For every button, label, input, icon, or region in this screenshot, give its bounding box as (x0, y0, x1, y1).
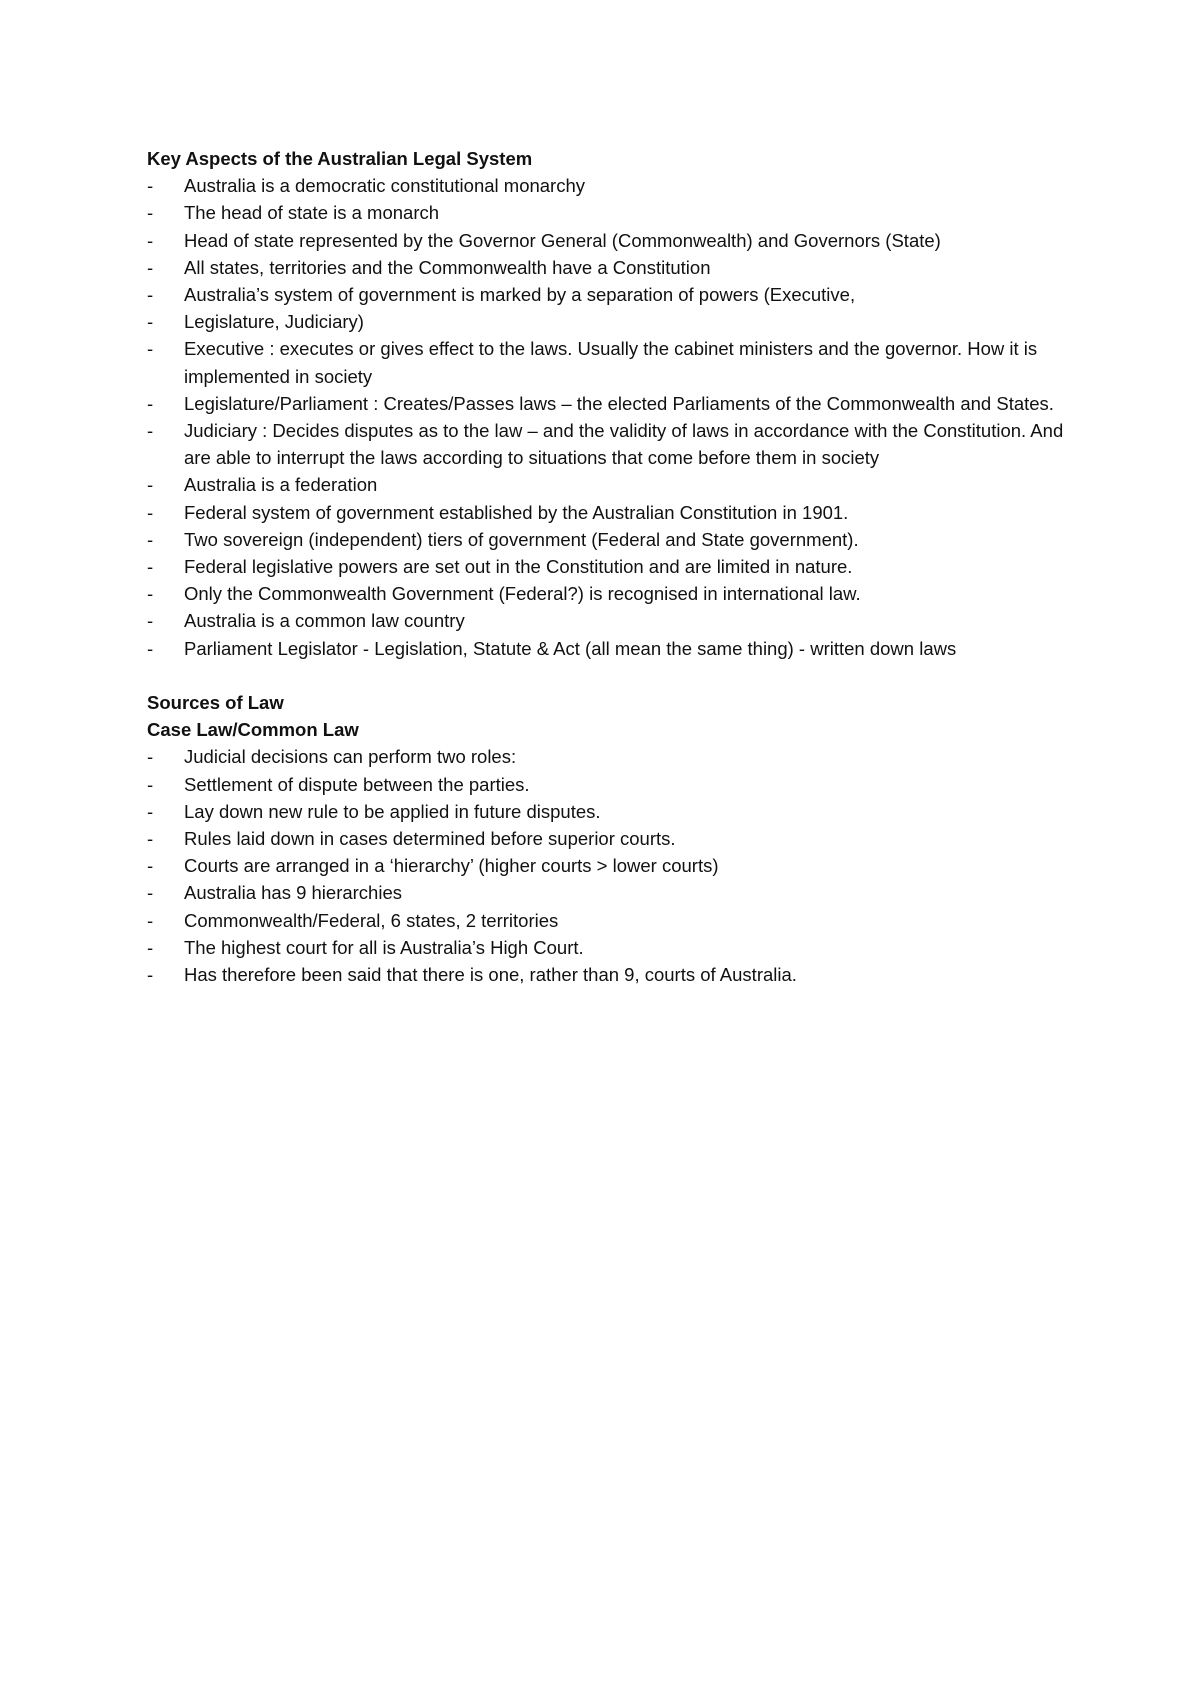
list-item (147, 199, 1087, 226)
section-heading-key-aspects: Key Aspects of the Australian Legal System (147, 148, 533, 169)
list-item-text: Has therefore been said that there is one, rather than 9, courts of Australia. (184, 964, 797, 986)
list-item (147, 580, 1087, 607)
list-item-text: Courts are arranged in a ‘hierarchy’ (higher courts > lower courts) (184, 855, 719, 877)
list-item-text: Settlement of dispute between the parties. (184, 773, 530, 795)
subheading-case-law: Case Law/Common Law (147, 719, 359, 741)
dash-bullet: - (147, 338, 154, 360)
dash-bullet: - (147, 420, 154, 442)
list-item (147, 934, 1087, 961)
list-item (147, 471, 1087, 498)
list-item (147, 607, 1087, 634)
list-item (147, 635, 1087, 662)
dash-bullet: - (147, 528, 154, 550)
section-spacer (147, 662, 1087, 689)
dash-bullet: - (147, 284, 154, 305)
list-item (147, 227, 1087, 254)
key-aspects-list (147, 172, 1087, 662)
list-item (147, 553, 1087, 580)
list-item-text: Commonwealth/Federal, 6 states, 2 territories (184, 909, 559, 931)
dash-bullet: - (147, 610, 154, 632)
list-item (147, 254, 1087, 281)
list-item (147, 743, 1087, 770)
list-item (147, 172, 1087, 199)
section-heading-sources-of-law: Sources of Law (147, 692, 284, 714)
list-item-text: Lay down new rule to be applied in future disputes. (184, 800, 601, 822)
list-item (147, 499, 1087, 526)
dash-bullet: - (147, 964, 154, 986)
list-item-text: Legislature, Judiciary) (184, 311, 364, 333)
list-item (147, 825, 1087, 852)
dash-bullet: - (147, 855, 154, 877)
list-item-text: The highest court for all is Australia’s High Court. (184, 936, 584, 958)
list-item (147, 417, 1087, 471)
list-item-text: Executive : executes or gives effect to the laws. Usually the cabinet ministers and the governor. How it is implemented in society (184, 338, 1038, 387)
dash-bullet: - (147, 229, 154, 251)
dash-bullet: - (147, 800, 154, 822)
list-item (147, 390, 1087, 417)
list-item-text: Australia is a democratic constitutional monarchy (184, 175, 586, 197)
document-body (147, 145, 1087, 988)
dash-bullet: - (147, 773, 154, 795)
list-item (147, 526, 1087, 553)
list-item (147, 335, 1087, 389)
list-item-text: Federal legislative powers are set out in the Constitution and are limited in nature. (184, 556, 853, 578)
list-item (147, 852, 1087, 879)
dash-bullet: - (147, 637, 154, 659)
dash-bullet: - (147, 474, 154, 496)
dash-bullet: - (147, 882, 154, 904)
list-item (147, 798, 1087, 825)
dash-bullet: - (147, 828, 154, 850)
case-law-list (147, 743, 1087, 988)
list-item-text: Australia’s system of government is marked by a separation of powers (Executive, (184, 284, 856, 305)
list-item-text: Legislature/Parliament : Creates/Passes laws – the elected Parliaments of the Commonwealth and States. (184, 392, 1054, 414)
list-item (147, 961, 1087, 988)
list-item (147, 879, 1087, 906)
dash-bullet: - (147, 202, 154, 224)
list-item-text: Judiciary : Decides disputes as to the law – and the validity of laws in accordance with the Constitution. And are able to interrupt the laws according to situations that come before them in society (184, 420, 1064, 469)
dash-bullet: - (147, 392, 154, 414)
dash-bullet: - (147, 501, 154, 523)
list-item-text: Rules laid down in cases determined before superior courts. (184, 828, 676, 850)
dash-bullet: - (147, 936, 154, 958)
dash-bullet: - (147, 175, 154, 197)
list-item-text: All states, territories and the Commonwealth have a Constitution (184, 256, 711, 278)
list-item-text: Federal system of government established by the Australian Constitution in 1901. (184, 501, 849, 523)
list-item-text: The head of state is a monarch (184, 202, 440, 224)
dash-bullet: - (147, 556, 154, 578)
list-item-text: Parliament Legislator - Legislation, Statute & Act (all mean the same thing) - written down laws (184, 637, 957, 659)
dash-bullet: - (147, 583, 154, 605)
list-item (147, 308, 1087, 335)
list-item-text: Judicial decisions can perform two roles: (184, 746, 517, 768)
dash-bullet: - (147, 746, 154, 768)
list-item-text: Australia is a common law country (184, 610, 465, 632)
list-item (147, 907, 1087, 934)
list-item (147, 281, 1087, 308)
list-item (147, 771, 1087, 798)
list-item-text: Australia is a federation (184, 474, 378, 496)
dash-bullet: - (147, 256, 154, 278)
list-item-text: Only the Commonwealth Government (Federal?) is recognised in international law. (184, 583, 861, 605)
list-item-text: Two sovereign (independent) tiers of government (Federal and State government). (184, 528, 859, 550)
list-item-text: Australia has 9 hierarchies (184, 882, 402, 904)
dash-bullet: - (147, 909, 154, 931)
dash-bullet: - (147, 311, 154, 333)
list-item-text: Head of state represented by the Governor General (Commonwealth) and Governors (State) (184, 229, 941, 251)
